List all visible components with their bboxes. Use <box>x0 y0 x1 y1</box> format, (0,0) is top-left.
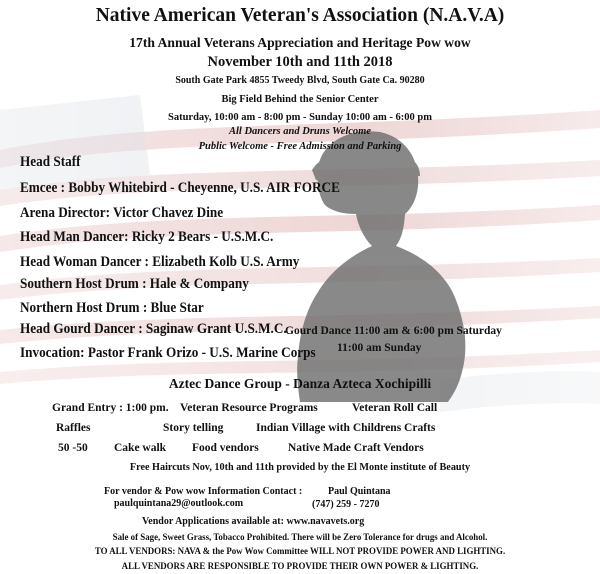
vendor-applications: Vendor Applications available at: www.navavets.org <box>142 516 365 527</box>
invocation: Invocation: Pastor Frank Orizo - U.S. Marine Corps <box>20 345 316 361</box>
vendor-power-notice: TO ALL VENDORS: NAVA & the Pow Wow Committee WILL NOT PROVIDE POWER AND LIGHTING. <box>94 546 506 556</box>
contact-email: paulquintana29@outlook.com <box>114 498 244 509</box>
head-woman-dancer: Head Woman Dancer : Elizabeth Kolb U.S. Army <box>20 254 300 270</box>
arena-director: Arena Director: Victor Chavez Dine <box>20 205 224 221</box>
prohibited-notice: Sale of Sage, Sweet Grass, Tobacco Prohibited. There will be Zero Tolerance for drugs and Alcohol. <box>112 532 488 542</box>
dancers-welcome: All Dancers and Druns Welcome <box>229 126 371 137</box>
gourd-dance-saturday: Gourd Dance 11:00 am & 6:00 pm Saturday <box>285 325 502 337</box>
head-man-dancer: Head Man Dancer: Ricky 2 Bears - U.S.M.C. <box>20 229 274 245</box>
head-staff-heading: Head Staff <box>20 154 81 170</box>
cake-walk: Cake walk <box>114 442 167 454</box>
event-dates: November 10th and 11th 2018 <box>207 54 393 70</box>
northern-host-drum: Northern Host Drum : Blue Star <box>20 300 204 316</box>
raffles: Raffles <box>56 422 91 434</box>
event-location: Big Field Behind the Senior Center <box>221 94 379 105</box>
fifty-fifty: 50 -50 <box>58 442 88 454</box>
event-hours: Saturday, 10:00 am - 8:00 pm - Sunday 10:00 am - 6:00 pm <box>168 112 432 123</box>
event-address: South Gate Park 4855 Tweedy Blvd, South Gate Ca. 90280 <box>175 75 425 86</box>
emcee: Emcee : Bobby Whitebird - Cheyenne, U.S. AIR FORCE <box>20 180 340 196</box>
contact-phone: (747) 259 - 7270 <box>312 499 380 510</box>
public-welcome: Public Welcome - Free Admission and Parking <box>198 141 402 152</box>
veteran-roll-call: Veteran Roll Call <box>352 402 438 414</box>
aztec-dance-group: Aztec Dance Group - Danza Azteca Xochipilli <box>168 376 432 391</box>
story-telling: Story telling <box>163 422 224 434</box>
indian-village: Indian Village with Childrens Crafts <box>256 422 436 434</box>
veteran-resource-programs: Veteran Resource Programs <box>180 402 318 414</box>
contact-name: Paul Quintana <box>328 486 391 497</box>
vendor-responsibility-notice: ALL VENDORS ARE RESPONSIBLE TO PROVIDE THEIR OWN POWER & LIGHTING. <box>121 561 479 571</box>
head-gourd-dancer: Head Gourd Dancer : Saginaw Grant U.S.M.C. <box>20 321 287 337</box>
free-haircuts: Free Haircuts Nov, 10th and 11th provided by the El Monte institute of Beauty <box>129 462 471 473</box>
food-vendors: Food vendors <box>192 442 259 454</box>
southern-host-drum: Southern Host Drum : Hale & Company <box>20 276 249 292</box>
gourd-dance-sunday: 11:00 am Sunday <box>337 342 422 354</box>
native-craft-vendors: Native Made Craft Vendors <box>288 442 424 454</box>
flyer-title: Native American Veteran's Association (N.A.V.A) <box>95 5 505 26</box>
grand-entry: Grand Entry : 1:00 pm. <box>52 402 169 414</box>
event-subtitle: 17th Annual Veterans Appreciation and Heritage Pow wow <box>129 35 471 50</box>
contact-label: For vendor & Pow wow Information Contact : <box>104 486 303 497</box>
